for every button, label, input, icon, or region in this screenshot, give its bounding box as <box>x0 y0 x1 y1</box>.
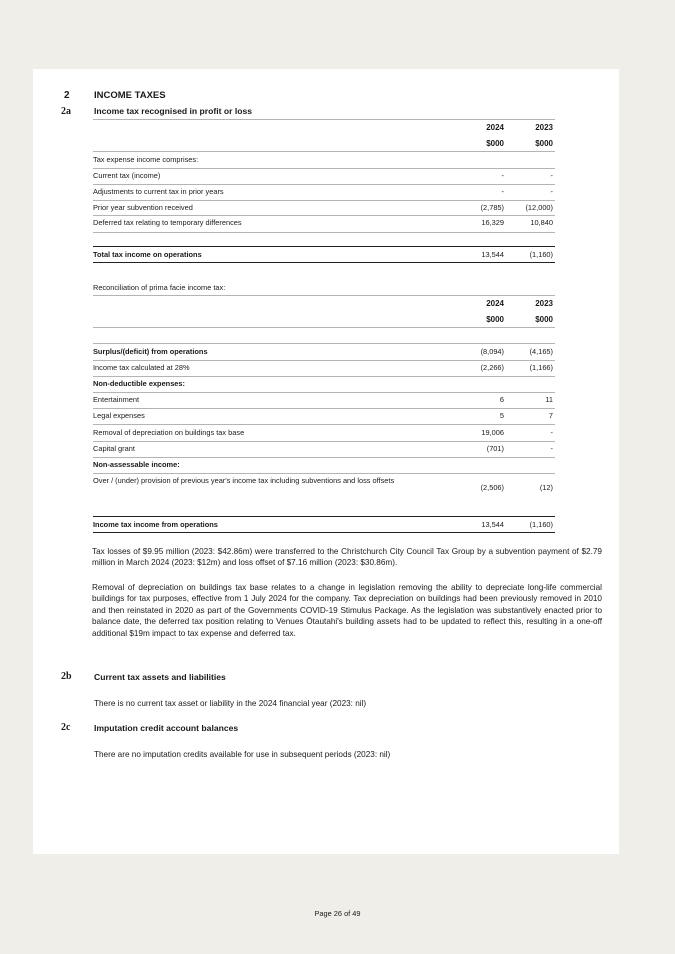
table-row <box>93 201 555 215</box>
year-2023: 2023 <box>535 299 553 308</box>
value-2023: 7 <box>548 411 553 420</box>
table-row <box>93 409 555 423</box>
unit-2023: $000 <box>535 315 553 324</box>
table-rule <box>93 119 555 120</box>
value-2024: 19,006 <box>481 428 504 437</box>
row-label: Non-assessable income: <box>93 460 180 469</box>
table-row <box>93 458 555 472</box>
table1-header-years <box>93 121 555 135</box>
table-row <box>93 185 555 199</box>
row-label: Removal of depreciation on buildings tax base <box>93 428 245 437</box>
table-row <box>93 377 555 391</box>
row-label: Legal expenses <box>93 411 145 420</box>
value-2024: - <box>501 187 504 196</box>
table1-header-units <box>93 137 555 151</box>
subsection-2b-number: 2b <box>61 671 72 682</box>
page-footer: Page 26 of 49 <box>314 909 361 918</box>
subsection-2c-text: There are no imputation credits available for use in subsequent periods (2023: nil) <box>94 750 391 759</box>
row-label: Non-deductible expenses: <box>93 379 185 388</box>
table-row <box>93 361 555 375</box>
total-row <box>93 248 555 262</box>
total-label: Income tax income from operations <box>93 520 218 529</box>
value-2024: 6 <box>499 395 504 404</box>
value-2023: (1,166) <box>529 363 553 372</box>
unit-2023: $000 <box>535 139 553 148</box>
table-row <box>93 442 555 456</box>
row-label: Over / (under) provision of previous year's income tax including subventions and loss offsets <box>93 476 395 485</box>
value-2023: (12) <box>539 483 553 492</box>
total-rule <box>93 516 555 517</box>
row-label: Deferred tax relating to temporary differences <box>93 218 242 227</box>
paragraph-tax-losses: Tax losses of $9.95 million (2023: $42.86m) were transferred to the Christchurch City Council Tax Group by a subvention payment of $2.79 million in March 2024 (2023: $12m) and loss offset of $7.16 million (2023: $30.86m). <box>92 547 602 568</box>
total-rule <box>93 532 555 533</box>
total-row <box>93 518 555 532</box>
total-2024: 13,544 <box>481 520 504 529</box>
table-row <box>93 393 555 407</box>
table-row <box>93 216 555 230</box>
table-row <box>93 153 555 167</box>
value-2023: 11 <box>545 395 553 404</box>
subsection-2c-number: 2c <box>61 722 71 733</box>
table-rule <box>93 232 555 233</box>
value-2023: - <box>550 444 553 453</box>
unit-2024: $000 <box>486 139 504 148</box>
table-row <box>93 426 555 440</box>
table-row <box>93 345 555 359</box>
value-2023: 10,840 <box>530 218 553 227</box>
reconciliation-label-row <box>93 281 555 295</box>
total-2024: 13,544 <box>481 250 504 259</box>
row-label: Capital grant <box>93 444 135 453</box>
table2-header-units <box>93 313 555 327</box>
subsection-2c-title: Imputation credit account balances <box>94 723 239 733</box>
subsection-2a-number: 2a <box>61 106 71 117</box>
value-2024: 5 <box>499 411 504 420</box>
table-rule <box>93 343 555 344</box>
row-label: Prior year subvention received <box>93 203 193 212</box>
table-rule <box>93 473 555 474</box>
value-2024: (8,094) <box>480 347 504 356</box>
value-2024: (701) <box>486 444 504 453</box>
section-title: INCOME TAXES <box>94 90 166 101</box>
table2-header-years <box>93 297 555 311</box>
total-rule <box>93 262 555 263</box>
value-2024: (2,506) <box>480 483 504 492</box>
table-rule <box>93 424 555 425</box>
value-2023: (4,165) <box>529 347 553 356</box>
total-2023: (1,160) <box>529 520 553 529</box>
section-number: 2 <box>64 90 70 101</box>
value-2024: 16,329 <box>481 218 504 227</box>
year-2024: 2024 <box>486 299 504 308</box>
row-label: Income tax calculated at 28% <box>93 363 190 372</box>
value-2023: - <box>550 428 553 437</box>
value-2024: - <box>501 171 504 180</box>
total-rule <box>93 246 555 247</box>
subsection-2b-text: There is no current tax asset or liability in the 2024 financial year (2023: nil) <box>94 699 367 708</box>
value-2024: (2,785) <box>480 203 504 212</box>
reconciliation-label: Reconciliation of prima facie income tax: <box>93 283 226 292</box>
value-2024: (2,266) <box>480 363 504 372</box>
table-row <box>93 169 555 183</box>
value-2023: - <box>550 187 553 196</box>
row-label: Adjustments to current tax in prior years <box>93 187 224 196</box>
row-label: Current tax (income) <box>93 171 161 180</box>
year-2024: 2024 <box>486 123 504 132</box>
subsection-2b-title: Current tax assets and liabilities <box>94 672 226 682</box>
unit-2024: $000 <box>486 315 504 324</box>
total-2023: (1,160) <box>529 250 553 259</box>
total-label: Total tax income on operations <box>93 250 202 259</box>
paragraph-depreciation: Removal of depreciation on buildings tax base relates to a change in legislation removing the ability to depreciate long-life commercial buildings for tax purposes, effective from 1 July 2024 for the company. Tax depreciation on buildings had been previously removed in 2010 and then reinstated in 2020 as part of the Governments COVID-19 Stimulus Package. As the legislation was substantively enacted prior to balance date, the deferred tax position relating to Venues Ōtautahi's building assets had to be updated to reflect this, resulting in a one-off additional $19m impact to tax expense and deferred tax. <box>92 583 602 638</box>
value-2023: (12,000) <box>525 203 553 212</box>
table-rule <box>93 327 555 328</box>
value-2023: - <box>550 171 553 180</box>
subsection-2a-title: Income tax recognised in profit or loss <box>94 106 253 116</box>
table-row <box>93 476 555 502</box>
table-rule <box>93 151 555 152</box>
year-2023: 2023 <box>535 123 553 132</box>
table-rule <box>93 295 555 296</box>
row-label: Tax expense income comprises: <box>93 155 199 164</box>
row-label: Entertainment <box>93 395 140 404</box>
row-label: Surplus/(deficit) from operations <box>93 347 208 356</box>
